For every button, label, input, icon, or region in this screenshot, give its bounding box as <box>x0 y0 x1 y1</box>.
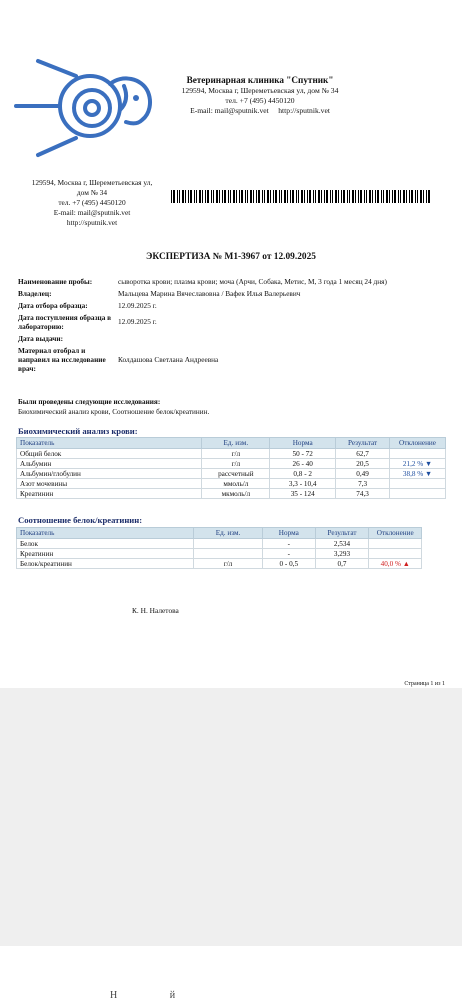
side-address-line: дом № 34 <box>76 188 108 197</box>
clinic-header <box>150 74 370 116</box>
table-cell-result: 3,293 <box>315 549 369 559</box>
barcode-bar <box>258 190 260 203</box>
barcode-bar <box>398 190 399 203</box>
barcode-bar <box>332 190 333 203</box>
barcode <box>171 190 431 203</box>
barcode-bar <box>301 190 303 203</box>
field-value <box>118 334 438 343</box>
side-address-line: 129594, Москва г, Шереметьевская ул, <box>31 178 153 187</box>
table-cell-norm: - <box>263 549 315 559</box>
barcode-bar <box>304 190 305 203</box>
barcode-bar <box>400 190 401 203</box>
barcode-bar <box>409 190 410 203</box>
barcode-bar <box>179 190 180 203</box>
barcode-bar <box>275 190 277 203</box>
table-row <box>17 479 446 489</box>
barcode-bar <box>216 190 218 203</box>
table-cell-norm: 35 - 124 <box>270 489 336 499</box>
field-value: 12.09.2025 г. <box>118 301 157 310</box>
field-label: Дата отбора образца: <box>18 301 88 310</box>
barcode-bar <box>392 190 393 203</box>
barcode-bar <box>247 190 248 203</box>
field-value: Колдашова Светлана Андреевна <box>118 355 219 364</box>
barcode-bar <box>182 190 184 203</box>
column-header: Результат <box>315 528 369 539</box>
table-row <box>17 549 422 559</box>
barcode-bar <box>273 190 274 203</box>
biochem-title: Биохимический анализ крови: <box>18 426 138 436</box>
date-received-row <box>18 313 438 331</box>
barcode-bar <box>343 190 345 203</box>
table-cell-name: Белок/креатинин <box>17 559 194 569</box>
barcode-bar <box>267 190 269 203</box>
barcode-bar <box>264 190 265 203</box>
table-cell-unit <box>193 549 262 559</box>
date-taken-row <box>18 301 438 310</box>
barcode-bar <box>205 190 206 203</box>
field-label: Наименование пробы: <box>18 277 93 286</box>
table-cell-name: Альбумин/глобулин <box>17 469 202 479</box>
side-address-line: E-mail: mail@sputnik.vet <box>53 208 131 217</box>
barcode-bar <box>411 190 413 203</box>
barcode-bar <box>185 190 186 203</box>
barcode-bar <box>372 190 373 203</box>
barcode-bar <box>199 190 201 203</box>
sample-row <box>18 277 438 286</box>
side-address <box>14 178 170 228</box>
biochem-table <box>16 437 446 499</box>
barcode-bar <box>375 190 376 203</box>
barcode-bar <box>326 190 328 203</box>
barcode-bar <box>381 190 382 203</box>
table-row <box>17 469 446 479</box>
clinic-contacts: E-mail: mail@sputnik.vet http://sputnik.vet <box>190 106 330 115</box>
barcode-bar <box>279 190 280 203</box>
barcode-bar <box>296 190 297 203</box>
barcode-bar <box>270 190 271 203</box>
table-cell-dev: 21,2 % ▼ <box>390 459 446 469</box>
barcode-bar <box>236 190 237 203</box>
table-cell-result: 0,49 <box>336 469 390 479</box>
table-cell-dev <box>369 549 422 559</box>
clinic-phone: тел. +7 (495) 4450120 <box>225 96 295 105</box>
document-title: ЭКСПЕРТИЗА № М1-3967 от 12.09.2025 <box>146 252 316 262</box>
table-cell-unit <box>193 539 262 549</box>
barcode-bar <box>403 190 405 203</box>
sample-info <box>18 277 438 376</box>
table-cell-result: 2,534 <box>315 539 369 549</box>
barcode-bar <box>324 190 325 203</box>
barcode-bar <box>358 190 359 203</box>
table-cell-dev <box>390 489 446 499</box>
page-number: Страница 1 из 1 <box>404 681 445 687</box>
barcode-bar <box>250 190 252 203</box>
table-row <box>17 539 422 549</box>
table-cell-unit: мкмоль/л <box>202 489 270 499</box>
barcode-bar <box>389 190 390 203</box>
barcode-bar <box>386 190 388 203</box>
table-cell-name: Креатинин <box>17 549 194 559</box>
barcode-bar <box>173 190 175 203</box>
barcode-bar <box>377 190 379 203</box>
table-cell-name: Общий белок <box>17 449 202 459</box>
barcode-bar <box>364 190 365 203</box>
barcode-bar <box>207 190 209 203</box>
barcode-bar <box>281 190 282 203</box>
table-cell-unit: г/л <box>202 459 270 469</box>
table-cell-result: 74,3 <box>336 489 390 499</box>
table-cell-norm: - <box>263 539 315 549</box>
barcode-bar <box>347 190 348 203</box>
barcode-bar <box>213 190 214 203</box>
barcode-bar <box>171 190 172 203</box>
barcode-bar <box>341 190 342 203</box>
clinic-name: Ветеринарная клиника "Спутник" <box>186 75 334 85</box>
table-cell-result: 0,7 <box>315 559 369 569</box>
side-address-line: http://sputnik.vet <box>66 218 118 227</box>
barcode-bar <box>292 190 294 203</box>
barcode-bar <box>284 190 286 203</box>
table-cell-unit: ммоль/л <box>202 479 270 489</box>
field-value: 12.09.2025 г. <box>118 317 157 326</box>
field-label: Дата поступления образца в лабораторию: <box>18 313 112 331</box>
clinic-logo-icon <box>14 56 154 162</box>
barcode-bar <box>241 190 243 203</box>
field-label: Владелец: <box>18 289 52 298</box>
owner-row <box>18 289 438 298</box>
viewer-background <box>0 688 462 946</box>
barcode-bar <box>245 190 246 203</box>
signature-name: К. Н. Налетова <box>132 606 179 615</box>
barcode-bar <box>369 190 371 203</box>
column-header: Ед. изм. <box>193 528 262 539</box>
barcode-bar <box>287 190 288 203</box>
barcode-bar <box>330 190 331 203</box>
barcode-bar <box>360 190 362 203</box>
column-header: Отклонение <box>390 438 446 449</box>
table-cell-dev <box>390 479 446 489</box>
table-row <box>17 459 446 469</box>
barcode-bar <box>256 190 257 203</box>
field-value: Мальцева Марина Вячеславовна / Вафек Илья Валерьевич <box>118 289 301 298</box>
table-cell-unit: г/л <box>202 449 270 459</box>
table-cell-norm: 3,3 - 10,4 <box>270 479 336 489</box>
table-cell-name: Белок <box>17 539 194 549</box>
next-page-area <box>0 946 462 1000</box>
barcode-bar <box>239 190 240 203</box>
barcode-bar <box>406 190 407 203</box>
field-value: сыворотка крови; плазма крови; моча (Арчи, Собака, Метис, М, 3 года 1 месяц 24 дня) <box>118 277 387 286</box>
date-issued-row <box>18 334 438 343</box>
doctor-row <box>18 346 438 373</box>
column-header: Показатель <box>17 528 194 539</box>
table-cell-norm: 0 - 0,5 <box>263 559 315 569</box>
table-row <box>17 449 446 459</box>
table-cell-dev <box>369 539 422 549</box>
barcode-bar <box>338 190 339 203</box>
clinic-address: 129594, Москва г, Шереметьевская ул, дом № 34 <box>181 86 339 95</box>
table-cell-result: 62,7 <box>336 449 390 459</box>
barcode-bar <box>177 190 178 203</box>
barcode-bar <box>417 190 418 203</box>
barcode-bar <box>202 190 203 203</box>
ratio-table <box>16 527 422 569</box>
column-header: Норма <box>263 528 315 539</box>
table-cell-name: Азот мочевины <box>17 479 202 489</box>
barcode-bar <box>307 190 308 203</box>
column-header: Норма <box>270 438 336 449</box>
barcode-bar <box>313 190 314 203</box>
column-header: Отклонение <box>369 528 422 539</box>
barcode-bar <box>309 190 311 203</box>
studies-list: Биохимический анализ крови, Соотношение белок/креатинин. <box>18 408 210 416</box>
column-header: Результат <box>336 438 390 449</box>
barcode-bar <box>196 190 197 203</box>
table-row <box>17 489 446 499</box>
barcode-bar <box>219 190 220 203</box>
table-cell-unit: г/л <box>193 559 262 569</box>
table-cell-unit: рассчетный <box>202 469 270 479</box>
side-address-line: тел. +7 (495) 4450120 <box>58 198 126 207</box>
table-cell-name: Альбумин <box>17 459 202 469</box>
barcode-bar <box>318 190 320 203</box>
barcode-bar <box>211 190 212 203</box>
barcode-bar <box>190 190 192 203</box>
ratio-title: Соотношение белок/креатинин: <box>18 515 143 525</box>
barcode-bar <box>188 190 189 203</box>
barcode-bar <box>262 190 263 203</box>
barcode-bar <box>321 190 322 203</box>
barcode-bar <box>230 190 231 203</box>
studies-heading: Были проведены следующие исследования: <box>18 398 161 406</box>
barcode-bar <box>415 190 416 203</box>
barcode-bar <box>228 190 229 203</box>
table-cell-norm: 50 - 72 <box>270 449 336 459</box>
barcode-bar <box>233 190 235 203</box>
barcode-bar <box>394 190 396 203</box>
barcode-bar <box>315 190 316 203</box>
table-cell-dev <box>390 449 446 459</box>
barcode-bar <box>423 190 424 203</box>
barcode-bar <box>420 190 422 203</box>
barcode-bar <box>335 190 337 203</box>
barcode-bar <box>355 190 356 203</box>
barcode-bar <box>290 190 291 203</box>
barcode-bar <box>349 190 350 203</box>
field-label: Дата выдачи: <box>18 334 64 343</box>
table-cell-norm: 0,8 - 2 <box>270 469 336 479</box>
table-row <box>17 559 422 569</box>
table-cell-dev: 38,8 % ▼ <box>390 469 446 479</box>
barcode-bar <box>298 190 299 203</box>
table-cell-result: 20,5 <box>336 459 390 469</box>
barcode-bar <box>224 190 226 203</box>
barcode-bar <box>253 190 254 203</box>
next-page-text: Н й <box>110 990 176 1001</box>
barcode-bar <box>222 190 223 203</box>
field-label: Материал отобрал и направил на исследование врач: <box>18 346 106 373</box>
studies-block <box>18 397 438 417</box>
barcode-bar <box>366 190 367 203</box>
table-cell-result: 7,3 <box>336 479 390 489</box>
barcode-bar <box>428 190 430 203</box>
barcode-bar <box>194 190 195 203</box>
barcode-bar <box>352 190 354 203</box>
column-header: Ед. изм. <box>202 438 270 449</box>
barcode-bar <box>383 190 384 203</box>
table-cell-dev: 40,0 % ▲ <box>369 559 422 569</box>
table-cell-norm: 26 - 40 <box>270 459 336 469</box>
barcode-bar <box>426 190 427 203</box>
column-header: Показатель <box>17 438 202 449</box>
table-cell-name: Креатинин <box>17 489 202 499</box>
